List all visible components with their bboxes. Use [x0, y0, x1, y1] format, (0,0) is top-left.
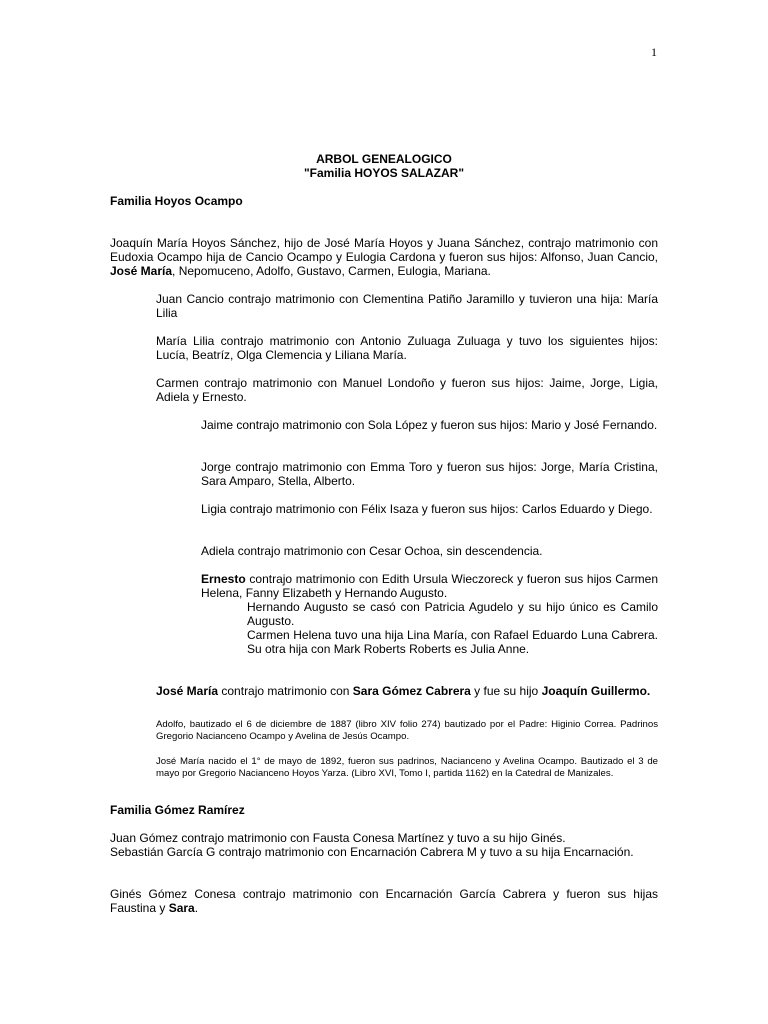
joaquin-guillermo-bold: Joaquín Guillermo. — [541, 684, 651, 698]
paragraph-maria-lilia: María Lilia contrajo matrimonio con Antonio Zuluaga Zuluaga y tuvo los siguientes hijos: Lucía, Beatríz, Olga Clemencia y Liliana María. — [156, 334, 658, 362]
section-heading-hoyos-ocampo: Familia Hoyos Ocampo — [110, 194, 243, 208]
paragraph-sebastian-garcia: Sebastián García G contrajo matrimonio con Encarnación Cabrera M y tuvo a su hija Encarnación. — [110, 845, 634, 859]
jose-maria-text-2: y fue su hijo — [470, 684, 542, 698]
intro-text-2: , Nepomuceno, Adolfo, Gustavo, Carmen, Eulogia, Mariana. — [172, 264, 491, 278]
paragraph-intro — [110, 236, 658, 278]
paragraph-carmen-helena: Carmen Helena tuvo una hija Lina María, con Rafael Eduardo Luna Cabrera. Su otra hija con Mark Roberts Roberts es Julia Anne. — [247, 628, 658, 656]
paragraph-juan-cancio: Juan Cancio contrajo matrimonio con Clementina Patiño Jaramillo y tuvieron una hija: María Lilia — [156, 292, 658, 320]
document-title-block — [110, 152, 658, 180]
paragraph-juan-gomez: Juan Gómez contrajo matrimonio con Fausta Conesa Martínez y tuvo a su hijo Ginés. — [110, 831, 566, 845]
paragraph-ernesto — [201, 572, 658, 600]
gines-text-2: . — [194, 901, 199, 915]
jose-maria-text-1: contrajo matrimonio con — [218, 684, 353, 698]
ernesto-bold-name: Ernesto — [201, 572, 246, 586]
intro-text-1: Joaquín María Hoyos Sánchez, hijo de José María Hoyos y Juana Sánchez, contrajo matrimonio con Eudoxia Ocampo hija de Cancio Ocampo y Eulogia Cardona y fueron sus hijos: Alfonso, Juan Cancio, — [110, 236, 658, 264]
document-subtitle: "Familia HOYOS SALAZAR" — [303, 166, 465, 180]
jose-maria-bold: José María — [156, 684, 219, 698]
paragraph-hernando: Hernando Augusto se casó con Patricia Agudelo y su hijo único es Camilo Augusto. — [247, 600, 658, 628]
paragraph-jose-maria — [156, 684, 658, 698]
sara-gomez-bold: Sara Gómez Cabrera — [352, 684, 471, 698]
paragraph-gines — [110, 887, 658, 915]
sara-bold: Sara — [168, 901, 195, 915]
paragraph-jaime: Jaime contrajo matrimonio con Sola López y fueron sus hijos: Mario y José Fernando. — [201, 418, 658, 432]
page-number: 1 — [651, 45, 657, 59]
section-heading-gomez-ramirez: Familia Gómez Ramírez — [110, 803, 245, 817]
note-adolfo: Adolfo, bautizado el 6 de diciembre de 1887 (libro XIV folio 274) bautizado por el Padre: Higinio Correa. Padrinos Gregorio Nacianceno Ocampo y Avelina de Jesús Ocampo. — [156, 719, 658, 742]
paragraph-carmen: Carmen contrajo matrimonio con Manuel Londoño y fueron sus hijos: Jaime, Jorge, Ligia, Adiela y Ernesto. — [156, 376, 658, 404]
intro-bold-name: José María — [110, 264, 173, 278]
paragraph-jorge: Jorge contrajo matrimonio con Emma Toro y fueron sus hijos: Jorge, María Cristina, Sara Amparo, Stella, Alberto. — [201, 460, 658, 488]
document-title: ARBOL GENEALOGICO — [316, 152, 452, 166]
gines-text-1: Ginés Gómez Conesa contrajo matrimonio con Encarnación García Cabrera y fueron sus hijas Faustina y — [110, 887, 658, 915]
paragraph-ligia: Ligia contrajo matrimonio con Félix Isaza y fueron sus hijos: Carlos Eduardo y Diego. — [201, 502, 653, 516]
note-jose-maria: José María nacido el 1° de mayo de 1892, fueron sus padrinos, Nacianceno y Avelina Ocampo. Bautizado el 3 de mayo por Gregorio Nacianceno Hoyos Yarza. (Libro XVI, Tomo I, partida 1162) en la Catedral de Manizales. — [156, 756, 658, 779]
paragraph-adiela: Adiela contrajo matrimonio con Cesar Ochoa, sin descendencia. — [201, 544, 543, 558]
ernesto-text: contrajo matrimonio con Edith Ursula Wieczoreck y fueron sus hijos Carmen Helena, Fanny Elizabeth y Hernando Augusto. — [201, 572, 658, 600]
